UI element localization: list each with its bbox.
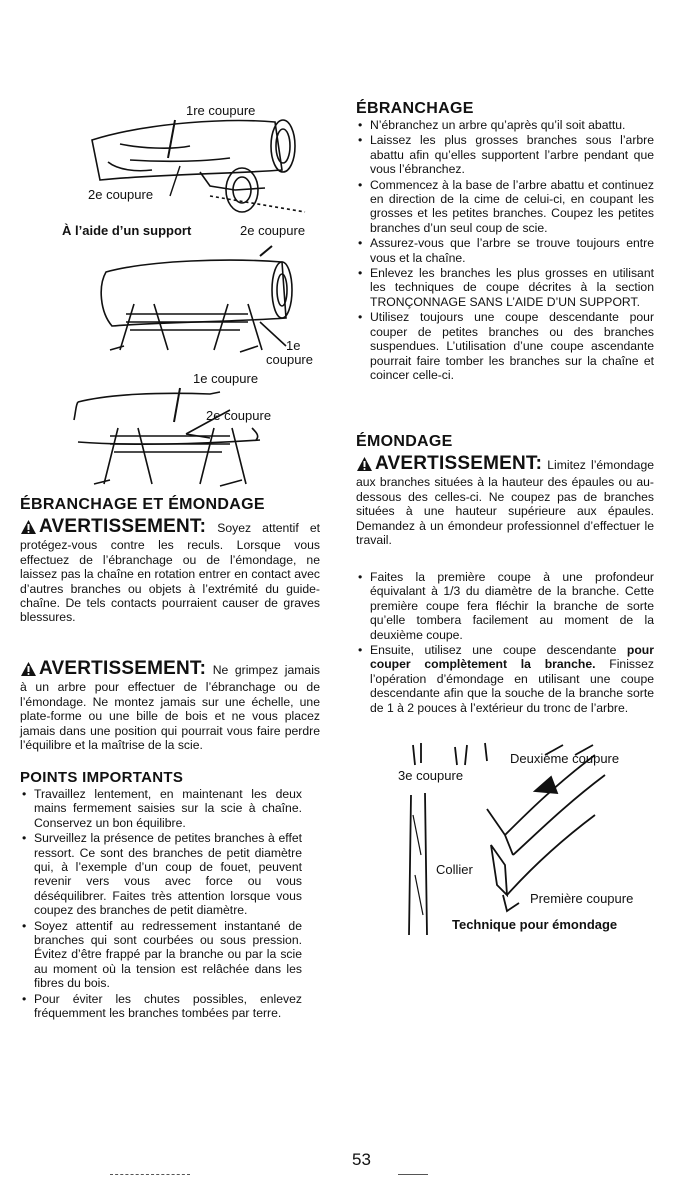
- list-item: • Soyez attentif au redressement instantané de branches qui sont courbées ou sous pression. Évitez d’être frappé par la branche ou par la scie au moment où la tension est relâchée dans les fibres du bois.: [20, 919, 302, 991]
- points-list: [20, 787, 302, 1022]
- label-deuxieme-coupure: Deuxième coupure: [510, 751, 620, 766]
- label-2e-coupure: 2e coupure: [88, 187, 154, 202]
- footer-mark: [398, 1174, 428, 1175]
- warning-triangle-icon: [20, 519, 37, 538]
- warning-word: AVERTISSEMENT:: [39, 658, 207, 679]
- label-2e-coupure-b: 2e coupure: [206, 408, 272, 423]
- list-item: • Faites la première coupe à une profondeur équivalant à 1/3 du diamètre de la branche. Cette première coupe fera fléchir la branche de sorte qu’elle tombera facilement au moment de la deuxième coupe.: [356, 570, 654, 642]
- warning-text: Limitez l’émondage aux branches situées à la hauteur des épaules ou au-dessous des celles-ci. Ne coupez pas de branches situées à une hauteur supérieure aux épaules. Demandez à un émondeur professionnel d’effectuer le travail.: [356, 458, 654, 548]
- list-item: • Assurez-vous que l’arbre se trouve toujours entre vous et la chaîne.: [356, 236, 654, 265]
- page-number: 53: [352, 1150, 371, 1169]
- warning-text: Soyez attentif et protégez-vous contre les reculs. Lorsque vous effectuez de l’ébranchage ou de l’émondage, ne laissez pas la chaîne en rotation entrer en contact avec d’autres branches ou objets à l’extrémité du guide-chaîne. De tels contacts pourraient causer de graves blessures.: [20, 521, 320, 625]
- label-premiere-coupure: Première coupure: [530, 891, 634, 906]
- warning-triangle-icon: [356, 456, 373, 475]
- list-item: • Commencez à la base de l’arbre abattu et continuez en direction de la cime de celui-ci, en coupant les grosses et les petites branches. Coupez les petites branches d’un seul coup de scie.: [356, 178, 654, 236]
- heading-ebranchage: ÉBRANCHAGE: [356, 100, 474, 117]
- warning-triangle-icon: [20, 661, 37, 680]
- caption-pruning: Technique pour émondage: [452, 917, 618, 932]
- label-1e-coupure: 1e coupure: [193, 371, 259, 386]
- figure-sawhorse-1: [90, 242, 320, 352]
- label-1e: 1e: [286, 338, 301, 353]
- label-coupure: coupure: [266, 352, 313, 367]
- item-text: Finissez l’opération d’émondage en utilisant une coupe descendante afin que la souche de la branche sorte de 1 à 2 pouces à l’extérieur du tronc de l’arbre.: [370, 657, 654, 715]
- list-item: • Travaillez lentement, en maintenant les deux mains fermement saisies sur la scie à chaîne. Conservez un bon équilibre.: [20, 787, 302, 830]
- warning-kickback: [20, 516, 320, 625]
- caption-support: À l’aide d’un support: [62, 223, 192, 238]
- label-2e-coupure-right: 2e coupure: [240, 223, 306, 238]
- heading-points-importants: POINTS IMPORTANTS: [20, 769, 184, 786]
- list-item: [356, 643, 654, 715]
- warning-height: [356, 453, 654, 548]
- item-text: Ensuite, utilisez une coupe descendante: [370, 643, 617, 658]
- warning-climb: [20, 658, 320, 753]
- footer-mark: [110, 1174, 190, 1175]
- list-item: • Utilisez toujours une coupe descendante pour couper de petites branches ou des branches suspendues. L’utilisation d’une coupe ascendante pourrait faire tomber les branches sur la chaîne et coincer celle-ci.: [356, 310, 654, 382]
- item-bold-text: pour couper complètement la branche.: [370, 643, 654, 672]
- warning-word: AVERTISSEMENT:: [39, 516, 207, 537]
- figure-sawhorse-2: [70, 380, 290, 490]
- list-item: • Enlevez les branches les plus grosses en utilisant les techniques de coupe décrites à la section TRONÇONNAGE SANS L’AIDE D’UN SUPPORT.: [356, 266, 654, 309]
- list-item: • Laissez les plus grosses branches sous l’arbre abattu afin qu’elles supportent l’arbre pendant que vous l’ébranchez.: [356, 133, 654, 176]
- sawhorse-illustration-2: [70, 380, 290, 490]
- label-1re-coupure: 1re coupure: [186, 103, 256, 118]
- heading-emondage: ÉMONDAGE: [356, 433, 453, 450]
- figure-log-cut: [60, 100, 340, 220]
- ebranchage-list: [356, 118, 654, 383]
- label-collier: Collier: [436, 862, 473, 877]
- log-cut-illustration: [60, 100, 340, 220]
- emondage-list: [356, 570, 654, 716]
- label-3e-coupure: 3e coupure: [398, 768, 464, 783]
- sawhorse-illustration-1: [90, 242, 320, 352]
- list-item: • N’ébranchez un arbre qu’après qu’il soit abattu.: [356, 118, 654, 132]
- list-item: • Surveillez la présence de petites branches à effet ressort. Ce sont des branches de petit diamètre qui, à l’exemple d’un coup de fouet, peuvent revenir vers vous avec force ou vous déséquilibrer. Faites très attention lorsque vous coupez des branches de petit diamètre.: [20, 831, 302, 917]
- heading-ebranchage-emondage: ÉBRANCHAGE ET ÉMONDAGE: [20, 496, 265, 513]
- list-item: • Pour éviter les chutes possibles, enlevez fréquemment les branches tombées par terre.: [20, 992, 302, 1021]
- warning-text: Ne grimpez jamais à un arbre pour effectuer de l’ébranchage ou de l’émondage. Ne montez jamais sur une échelle, une plate-forme ou une bille de bois et ne vous placez jamais dans une position qui pourrait vous faire perdre l’équilibre et la maîtrise de la scie.: [20, 663, 320, 753]
- warning-word: AVERTISSEMENT:: [375, 453, 543, 474]
